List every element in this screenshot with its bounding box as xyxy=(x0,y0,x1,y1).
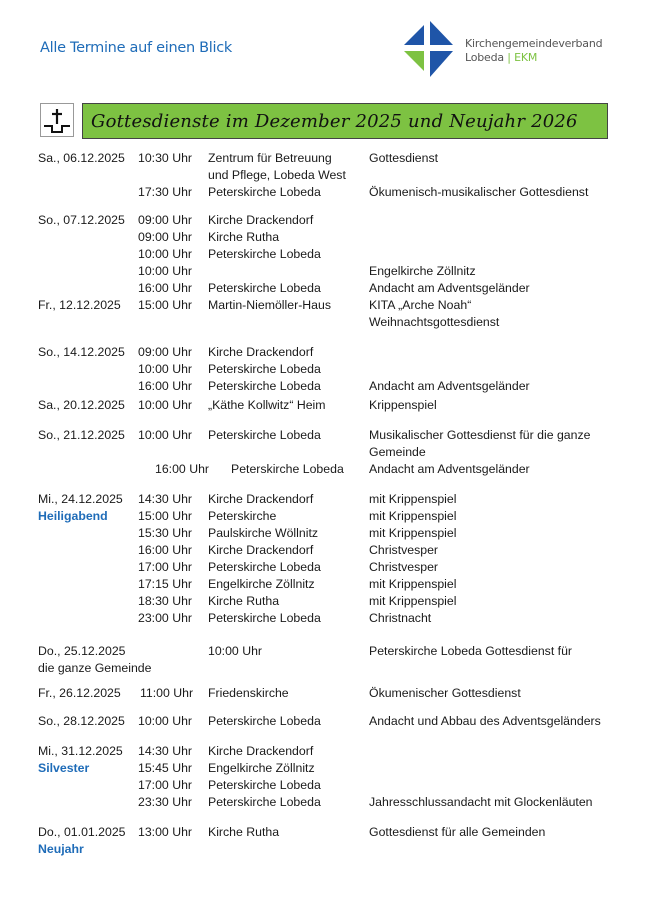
entry-description: Andacht am Adventsgeländer xyxy=(369,379,530,393)
entry-time: 16:00 Uhr xyxy=(138,543,193,557)
entry-description: Jahresschlussandacht mit Glockenläuten xyxy=(369,795,593,809)
church-cross-icon xyxy=(41,104,73,136)
entry-description: Weihnachtsgottesdienst xyxy=(369,315,500,329)
entry-date: Do., 01.01.2025 xyxy=(38,825,126,839)
entry-time: 09:00 Uhr xyxy=(138,345,193,359)
entry-location: Kirche Drackendorf xyxy=(208,345,314,359)
logo-text-line2 xyxy=(465,51,602,65)
entry-location: Peterskirche Lobeda xyxy=(208,247,321,261)
entry-location: Peterskirche Lobeda xyxy=(208,362,321,376)
entry-location: Kirche Rutha xyxy=(208,594,280,608)
entry-time: 13:00 Uhr xyxy=(138,825,193,839)
entry-date: So., 14.12.2025 xyxy=(38,345,125,359)
entry-location: Peterskirche Lobeda xyxy=(208,185,321,199)
entry-location: und Pflege, Lobeda West xyxy=(208,168,346,182)
entry-time: 15:00 Uhr xyxy=(138,509,193,523)
entry-location: Peterskirche Lobeda xyxy=(208,795,321,809)
entry-time: 15:30 Uhr xyxy=(138,526,193,540)
entry-date: Sa., 06.12.2025 xyxy=(38,151,125,165)
entry-location: Engelkirche Zöllnitz xyxy=(208,577,315,591)
entry-location: Peterskirche Lobeda xyxy=(208,560,321,574)
entry-date: Fr., 26.12.2025 xyxy=(38,686,121,700)
entry-description: mit Krippenspiel xyxy=(369,526,457,540)
entry-location: Peterskirche Lobeda xyxy=(208,379,321,393)
entry-time: 18:30 Uhr xyxy=(138,594,193,608)
entry-time: 10:00 Uhr xyxy=(138,714,193,728)
entry-location: Zentrum für Betreuung xyxy=(208,151,332,165)
church-cross-icon-box xyxy=(40,103,74,137)
entry-date: So., 21.12.2025 xyxy=(38,428,125,442)
entry-time: 23:00 Uhr xyxy=(138,611,193,625)
entry-date: So., 28.12.2025 xyxy=(38,714,125,728)
entry-description: Ökumenischer Gottesdienst xyxy=(369,686,521,700)
entry-description: Ökumenisch-musikalischer Gottesdienst xyxy=(369,185,589,199)
entry-description: mit Krippenspiel xyxy=(369,509,457,523)
logo-bottom-right-triangle xyxy=(430,51,453,77)
entry-description: Christnacht xyxy=(369,611,432,625)
entry-description: mit Krippenspiel xyxy=(369,492,457,506)
entry-description: mit Krippenspiel xyxy=(369,594,457,608)
entry-time: 15:00 Uhr xyxy=(138,298,193,312)
logo-separator: | xyxy=(507,51,511,64)
logo-ekm: EKM xyxy=(514,51,538,64)
entry-location: Engelkirche Zöllnitz xyxy=(208,761,315,775)
entry-location: Friedenskirche xyxy=(208,686,289,700)
logo-text-line1: Kirchengemeindeverband xyxy=(465,37,603,50)
entry-time: 15:45 Uhr xyxy=(138,761,193,775)
entry-time: 10:00 Uhr xyxy=(138,264,193,278)
entry-time: 09:00 Uhr xyxy=(138,230,193,244)
entry-description: Andacht am Adventsgeländer xyxy=(369,281,530,295)
logo-top-right-triangle xyxy=(430,21,453,45)
entry-time: 16:00 Uhr xyxy=(155,462,210,476)
logo-top-left-triangle xyxy=(404,25,424,45)
entry-time: 11:00 Uhr xyxy=(140,686,194,700)
entry-location: Kirche Rutha xyxy=(208,230,280,244)
entry-description: Peterskirche Lobeda Gottesdienst für xyxy=(369,644,573,658)
entry-location: Martin-Niemöller-Haus xyxy=(208,298,331,312)
logo-text xyxy=(465,37,602,65)
entry-date: Sa., 20.12.2025 xyxy=(38,398,125,412)
entry-time: 09:00 Uhr xyxy=(138,213,193,227)
entry-time: 17:15 Uhr xyxy=(138,577,193,591)
entry-location: Kirche Drackendorf xyxy=(208,492,314,506)
entry-location: Peterskirche Lobeda xyxy=(208,714,321,728)
entry-time: 10:00 Uhr xyxy=(138,428,193,442)
entry-location: Kirche Drackendorf xyxy=(208,744,314,758)
entry-date: Fr., 12.12.2025 xyxy=(38,298,121,312)
kirchengemeindeverband-logo-icon xyxy=(401,21,459,77)
entry-description: Musikalischer Gottesdienst für die ganze xyxy=(369,428,591,442)
entry-location: Peterskirche xyxy=(208,509,277,523)
entry-description: Andacht am Adventsgeländer xyxy=(369,462,530,476)
entry-time: 17:00 Uhr xyxy=(138,560,193,574)
entry-location: Kirche Drackendorf xyxy=(208,543,314,557)
entry-time: 10:00 Uhr xyxy=(138,398,193,412)
entry-description: Christvesper xyxy=(369,560,439,574)
entry-location: Kirche Rutha xyxy=(208,825,280,839)
entry-date: Neujahr xyxy=(38,842,84,856)
page-header-title: Alle Termine auf einen Blick xyxy=(40,40,233,56)
entry-location: Paulskirche Wöllnitz xyxy=(208,526,319,540)
entry-location: Peterskirche Lobeda xyxy=(208,611,321,625)
entry-description: Engelkirche Zöllnitz xyxy=(369,264,476,278)
entry-location: „Käthe Kollwitz“ Heim xyxy=(208,398,326,412)
entry-time: 10:00 Uhr xyxy=(138,362,193,376)
entry-description: Gemeinde xyxy=(369,445,426,459)
entry-date: So., 07.12.2025 xyxy=(38,213,125,227)
entry-date: Mi., 24.12.2025 xyxy=(38,492,123,506)
entry-description: Gottesdienst xyxy=(369,151,439,165)
entry-date: Do., 25.12.2025 xyxy=(38,644,126,658)
entry-time: 17:00 Uhr xyxy=(138,778,193,792)
entry-time: 10:30 Uhr xyxy=(138,151,193,165)
entry-time: 17:30 Uhr xyxy=(138,185,193,199)
logo-lobeda: Lobeda xyxy=(465,51,504,64)
entry-description: Andacht und Abbau des Adventsgeländers xyxy=(369,714,601,728)
entry-time: 10:00 Uhr xyxy=(208,644,263,658)
logo-bottom-left-triangle xyxy=(404,51,424,71)
entry-description: Christvesper xyxy=(369,543,439,557)
entry-location: Peterskirche Lobeda xyxy=(208,778,321,792)
entry-location: Kirche Drackendorf xyxy=(208,213,314,227)
entry-date: Mi., 31.12.2025 xyxy=(38,744,123,758)
entry-description: Krippenspiel xyxy=(369,398,437,412)
entry-time: 14:30 Uhr xyxy=(138,492,193,506)
entry-location: Peterskirche Lobeda xyxy=(231,462,344,476)
entry-date: die ganze Gemeinde xyxy=(38,661,152,675)
entry-time: 14:30 Uhr xyxy=(138,744,193,758)
entry-location: Peterskirche Lobeda xyxy=(208,428,321,442)
section-banner xyxy=(82,103,608,139)
entry-time: 10:00 Uhr xyxy=(138,247,193,261)
entry-description: Gottesdienst für alle Gemeinden xyxy=(369,825,546,839)
entry-description: mit Krippenspiel xyxy=(369,577,457,591)
entry-date: Silvester xyxy=(38,761,90,775)
entry-time: 16:00 Uhr xyxy=(138,281,193,295)
entry-date: Heiligabend xyxy=(38,509,108,523)
banner-title: Gottesdienste im Dezember 2025 und Neujahr 2026 xyxy=(91,110,578,132)
entry-time: 23:30 Uhr xyxy=(138,795,193,809)
entry-description: KITA „Arche Noah“ xyxy=(369,298,472,312)
entry-location: Peterskirche Lobeda xyxy=(208,281,321,295)
entry-time: 16:00 Uhr xyxy=(138,379,193,393)
